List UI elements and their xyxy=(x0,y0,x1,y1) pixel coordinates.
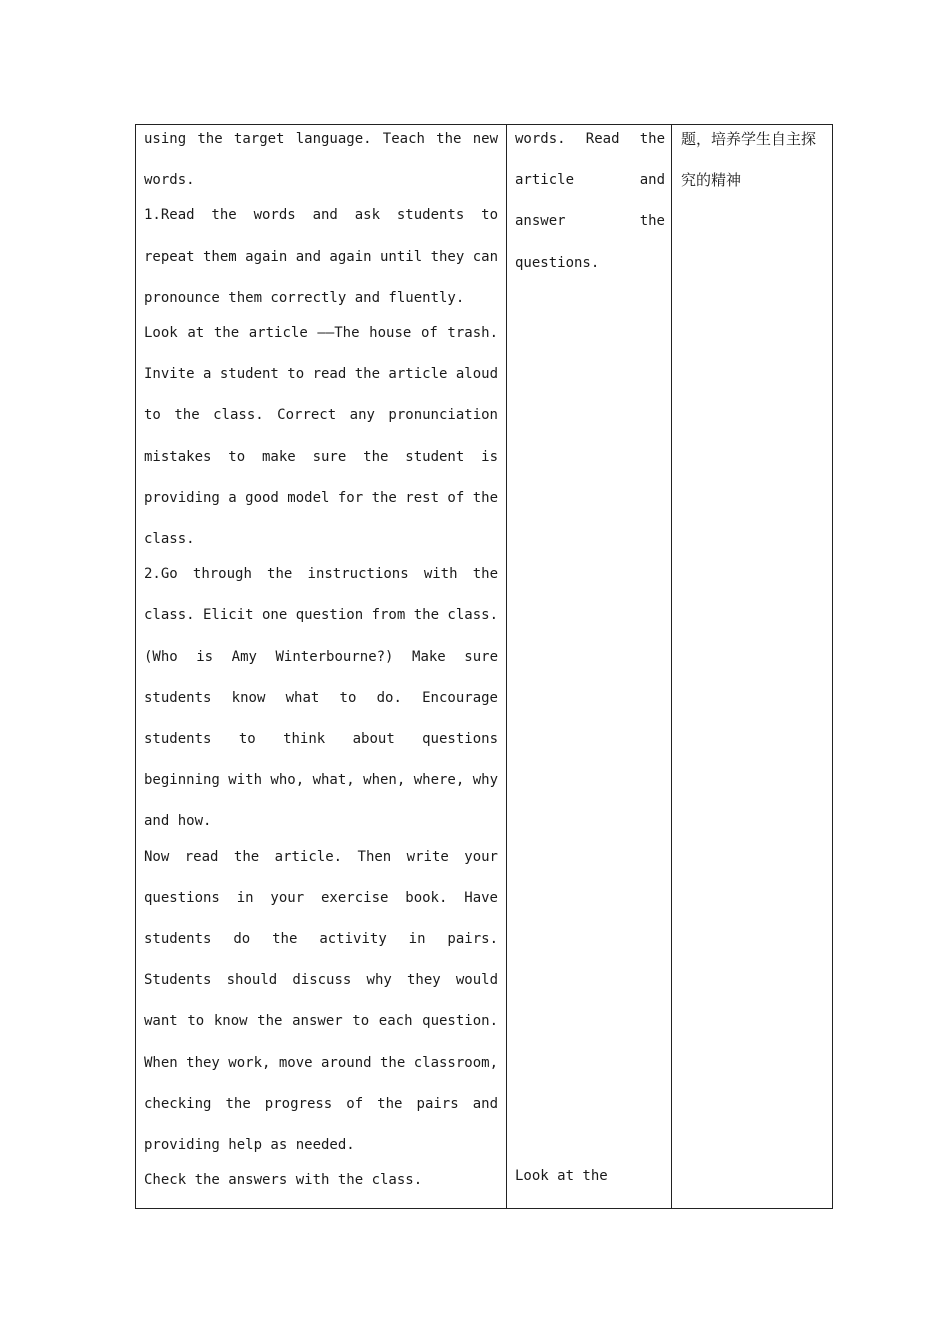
paragraph-check-answers: Check the answers with the class. xyxy=(144,1172,423,1189)
lesson-plan-table xyxy=(135,124,833,1209)
paragraph-step-1: 1.Read the words and ask students to repeat them again and again until they can pronounce them correctly and fluently. xyxy=(144,207,499,306)
student-activity-bottom: Look at the xyxy=(515,1168,608,1184)
paragraph-article: Look at the article ——The house of trash. Invite a student to read the article aloud to the class. Correct any pronunciation mistakes to make sure the student is providing a good model for the rest of the class. xyxy=(144,325,499,548)
student-activity-cell xyxy=(507,125,672,1209)
paragraph-intro: using the target language. Teach the new words. xyxy=(144,131,498,189)
table-row xyxy=(136,125,833,1209)
student-activity-text: words. Read the article and answer the questions. xyxy=(515,131,665,271)
paragraph-read-article: Now read the article. Then write your questions in your exercise book. Have students do the activity in pairs. Students should discuss why they would want to know the answer to each question. When they work, move around the classroom, checking the progress of the pairs and providing help as needed. xyxy=(144,848,499,1154)
design-intent-cell xyxy=(672,125,833,1209)
paragraph-step-2: 2.Go through the instructions with the class. Elicit one question from the class. (Who is Amy Winterbourne?) Make sure students know what to do. Encourage students to think about questions beginning with who, what, when, where, why and how. xyxy=(144,566,499,830)
design-intent-text: 题，培养学生自主探究的精神 xyxy=(681,130,817,190)
teacher-activity-cell xyxy=(136,125,507,1209)
